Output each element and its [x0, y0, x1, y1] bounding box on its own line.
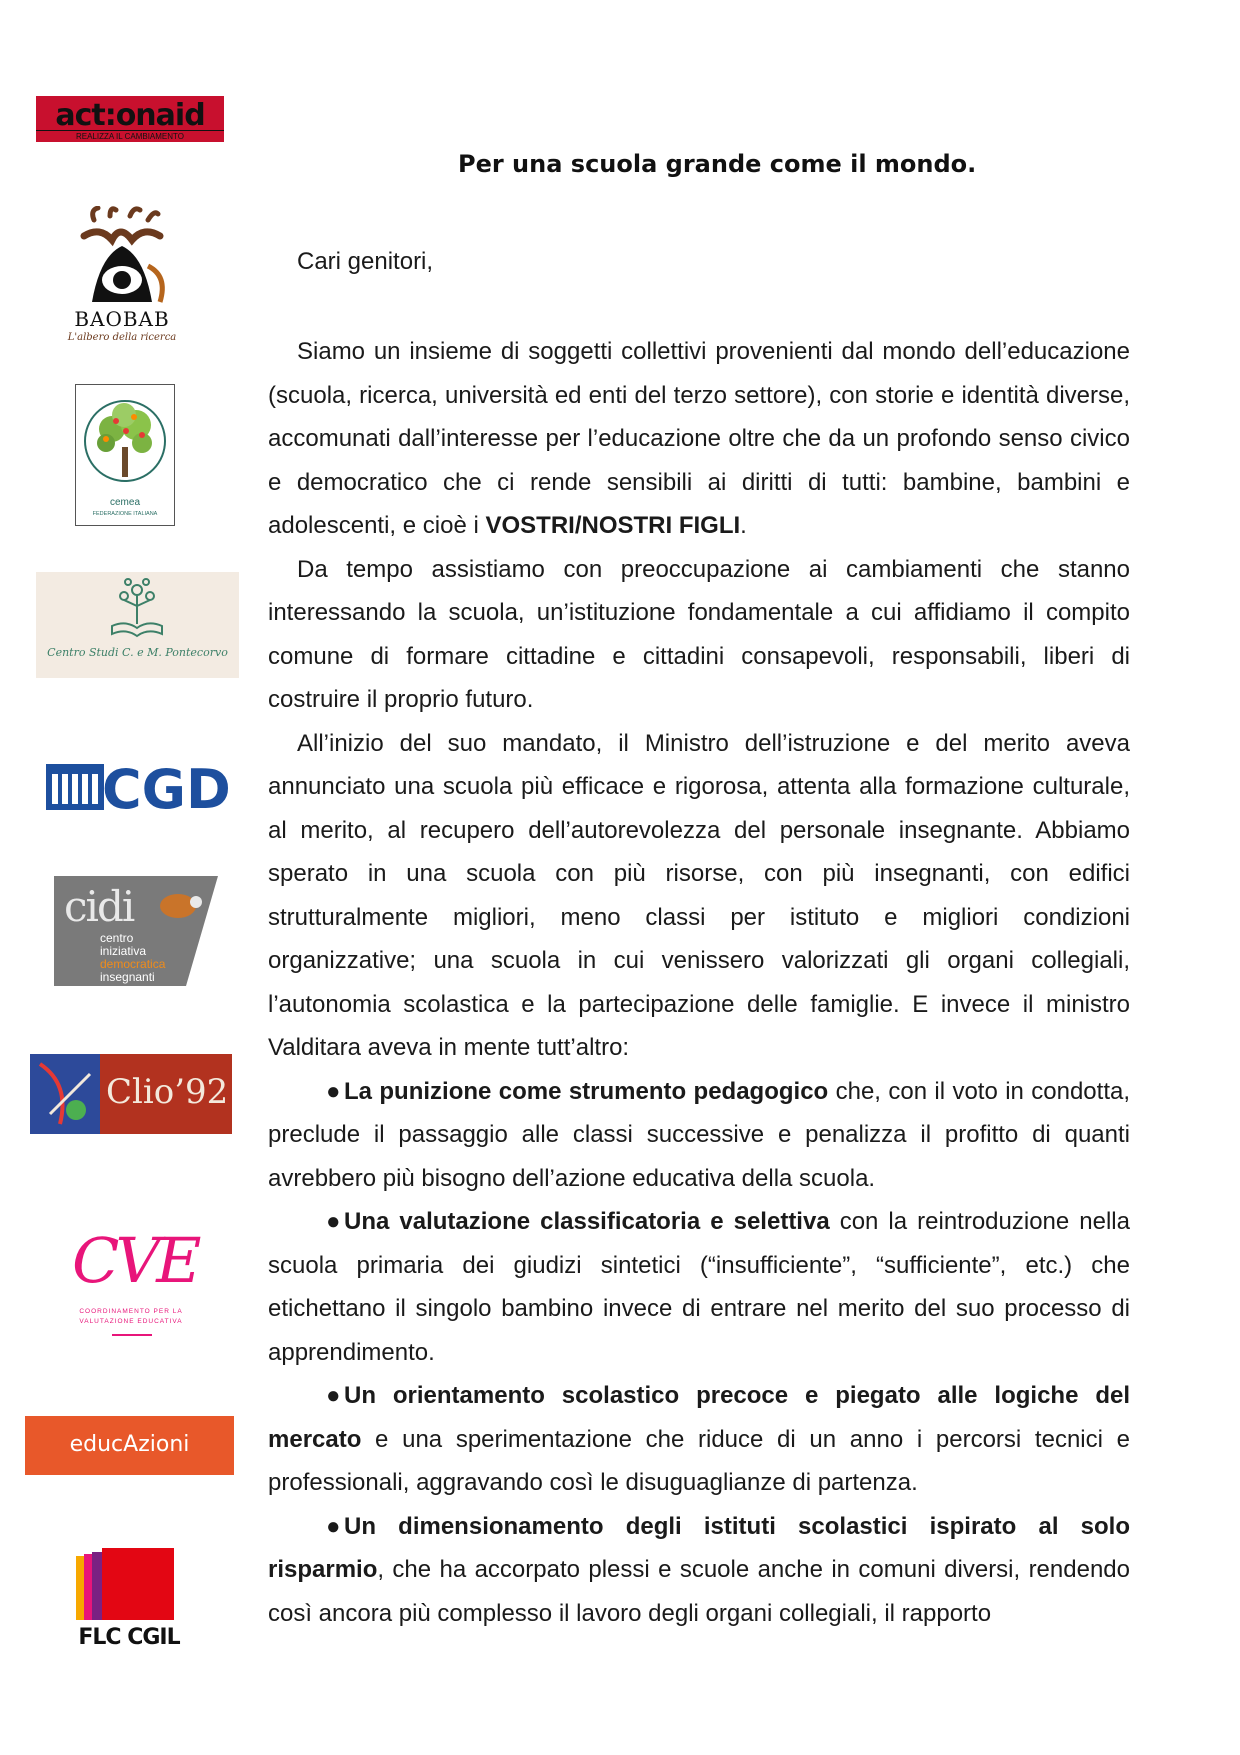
cidi-logo-name: cidi [64, 882, 134, 931]
bullet-bold: Un dimensionamento degli istituti scolastici ispirato al solo risparmio [268, 1512, 1130, 1583]
bullet-item [268, 1505, 1130, 1636]
educazioni-logo [25, 1416, 234, 1475]
clio92-logo [30, 1054, 232, 1134]
baobab-logo [60, 206, 184, 346]
cidi-logo-line3: democratica [100, 957, 166, 971]
paragraph-2: Da tempo assistiamo con preoccupazione ai cambiamenti che stanno interessando la scuola, un’istituzione fondamentale a cui affidiamo il compito comune di formare cittadine e cittadini consapevoli, responsabili, liberi di costruire il proprio futuro. [268, 555, 1130, 713]
actionaid-logo-name: act:onaid [55, 98, 205, 133]
bullet-bold: La punizione come strumento pedagogico [344, 1077, 829, 1105]
bullet-item [268, 1200, 1130, 1374]
bullet-text: , che ha accorpato plessi e scuole anche in comuni diversi, rendendo così ancora più complesso il lavoro degli organi collegiali, il rapporto [268, 1556, 1130, 1627]
bullet-item [268, 1070, 1130, 1201]
cve-logo [72, 1224, 198, 1340]
bullet-item [268, 1374, 1130, 1505]
bullet-icon: ● [326, 1208, 341, 1235]
cgd-logo [44, 754, 234, 818]
actionaid-logo-tagline: REALIZZA IL CAMBIAMENTO [36, 130, 224, 141]
letter-greeting: Cari genitori, [297, 248, 434, 275]
cidi-logo-line2: iniziativa [100, 944, 147, 958]
letter-body [268, 330, 1130, 1635]
cve-logo-name: CVE [72, 1224, 198, 1297]
pontecorvo-logo [36, 572, 239, 678]
baobab-logo-tagline: L'albero della ricerca [67, 332, 177, 343]
paragraph-1-end: . [740, 512, 747, 539]
bullet-bold: Una valutazione classificatoria e selettiva [344, 1208, 830, 1235]
clio92-logo-name: Clio’92 [106, 1072, 229, 1112]
cve-logo-line2: VALUTAZIONE EDUCATIVA [79, 1318, 183, 1325]
paragraph-3: All’inizio del suo mandato, il Ministro dell’istruzione e del merito aveva annunciato una scuola più efficace e rigorosa, attenta alla formazione culturale, al merito, al recupero dell’autorevolezza del personale insegnante. Abbiamo sperato in una scuola con più risorse, con più insegnanti, con edifici strutturalmente migliori, meno classi per istituto e migliori condizioni organizzative; una scuola in cui venissero valorizzati gli organi collegiali, l’autonomia scolastica e la partecipazione delle famiglie. E invece il ministro Valditara aveva in mente tutt’altro: [268, 729, 1130, 1061]
paragraph-1-bold: VOSTRI/NOSTRI FIGLI [485, 512, 741, 539]
book-tree-icon [36, 572, 239, 642]
cidi-logo [54, 876, 218, 986]
cemea-logo [75, 384, 175, 526]
bullet-text: e una sperimentazione che riduce di un anno i percorsi tecnici e professionali, aggravando così le disuguaglianze di partenza. [268, 1425, 1130, 1496]
paragraph-1 [268, 330, 1130, 548]
baobab-tree-icon [60, 206, 184, 306]
bullet-text: che, con il voto in condotta, preclude il passaggio alle classi successive e penalizza il profitto di quanti avrebbero più bisogno dell’azione educativa della scuola. [268, 1077, 1130, 1192]
bullet-icon: ● [326, 1512, 341, 1540]
letter-title: Per una scuola grande come il mondo. [458, 150, 977, 178]
cgd-logo-name: CGD [102, 758, 231, 818]
cemea-logo-tagline: FEDERAZIONE ITALIANA [92, 511, 158, 517]
cve-logo-rule [112, 1334, 152, 1336]
cgd-mark-icon [44, 754, 234, 818]
cve-logo-line1: COORDINAMENTO PER LA [79, 1308, 183, 1315]
flc-cgil-logo-name: FLC CGIL [78, 1625, 180, 1650]
pontecorvo-logo-name: Centro Studi C. e M. Pontecorvo [47, 646, 228, 659]
cidi-logo-line4: insegnanti [100, 970, 155, 984]
flc-cgil-flag-icon [74, 1548, 184, 1624]
cidi-logo-line1: centro [100, 931, 134, 945]
actionaid-logo [36, 96, 224, 142]
cemea-logo-name: cemea [109, 497, 140, 508]
bullet-text: con la reintroduzione nella scuola primaria dei giudizi sintetici (“insufficiente”, “sufficiente”, etc.) che etichettano il singolo bambino invece di entrare nel merito del suo processo di apprendimento. [268, 1208, 1130, 1366]
bullet-bold: Un orientamento scolastico precoce e piegato alle logiche del mercato [268, 1382, 1130, 1453]
bullet-icon: ● [326, 1077, 341, 1105]
cemea-tree-icon [76, 385, 174, 495]
flc-cgil-logo [74, 1548, 184, 1650]
baobab-logo-name: BAOBAB [74, 307, 170, 331]
bullet-icon: ● [326, 1382, 341, 1409]
educazioni-logo-name: educAzioni [69, 1432, 190, 1457]
paragraph-1-text: Siamo un insieme di soggetti collettivi provenienti dal mondo dell’educazione (scuola, ricerca, università ed enti del terzo settore), con storie e identità diverse, accomunati dall’interesse per l’educazione oltre che da un profondo senso civico e democratico che ci rende sensibili ai diritti di tutti: bambine, bambini e adolescenti, e cioè i [268, 338, 1130, 539]
